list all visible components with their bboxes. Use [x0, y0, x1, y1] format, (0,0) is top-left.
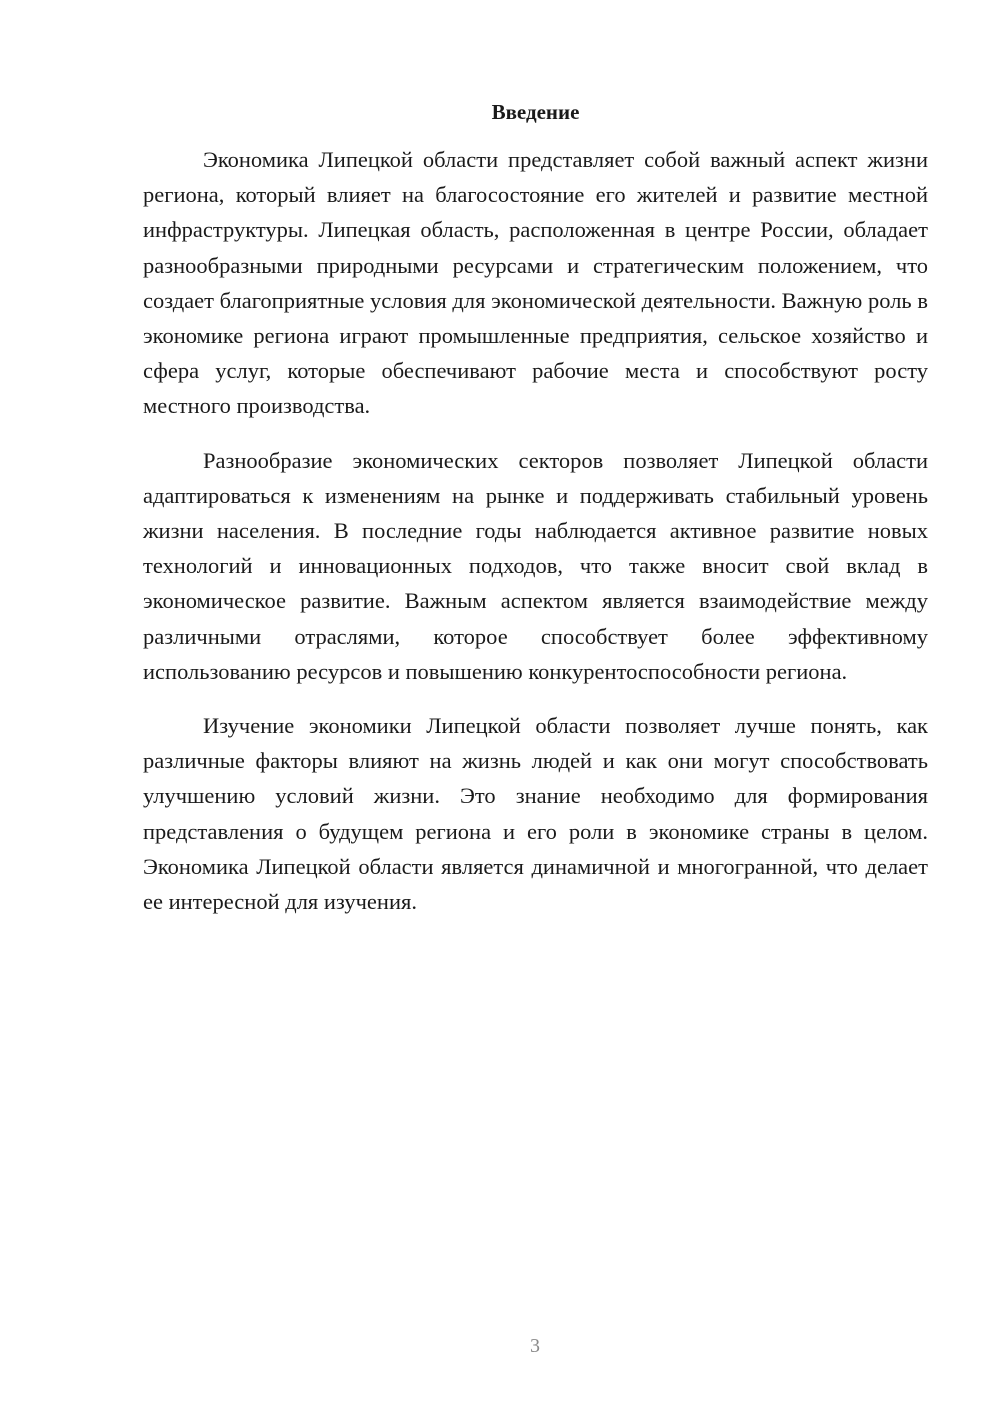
section-heading: Введение: [491, 100, 580, 124]
body-text: [143, 142, 928, 938]
paragraph-2: Разнообразие экономических секторов позволяет Липецкой области адаптироваться к изменениям на рынке и поддерживать стабильный уровень жизни населения. В последние годы наблюдается активное развитие новых технологий и инновационных подходов, что также вносит свой вклад в экономическое развитие. Важным аспектом является взаимодействие между различными отраслями, которое способствует более эффективному использованию ресурсов и повышению конкурентоспособности региона.: [143, 447, 928, 684]
paragraph-1: Экономика Липецкой области представляет собой важный аспект жизни региона, который влияет на благосостояние его жителей и развитие местной инфраструктуры. Липецкая область, расположенная в центре России, обладает разнообразными природными ресурсами и стратегическим положением, что создает благоприятные условия для экономической деятельности. Важную роль в экономике региона играют промышленные предприятия, сельское хозяйство и сфера услуг, которые обеспечивают рабочие места и способствуют росту местного производства.: [143, 147, 928, 419]
paragraph-3: Изучение экономики Липецкой области позволяет лучше понять, как различные факторы влияют на жизнь людей и как они могут способствовать улучшению условий жизни. Это знание необходимо для формирования представления о будущем региона и его роли в экономике страны в целом. Экономика Липецкой области является динамичной и многогранной, что делает ее интересной для изучения.: [143, 713, 928, 915]
page-number: 3: [530, 1335, 540, 1357]
